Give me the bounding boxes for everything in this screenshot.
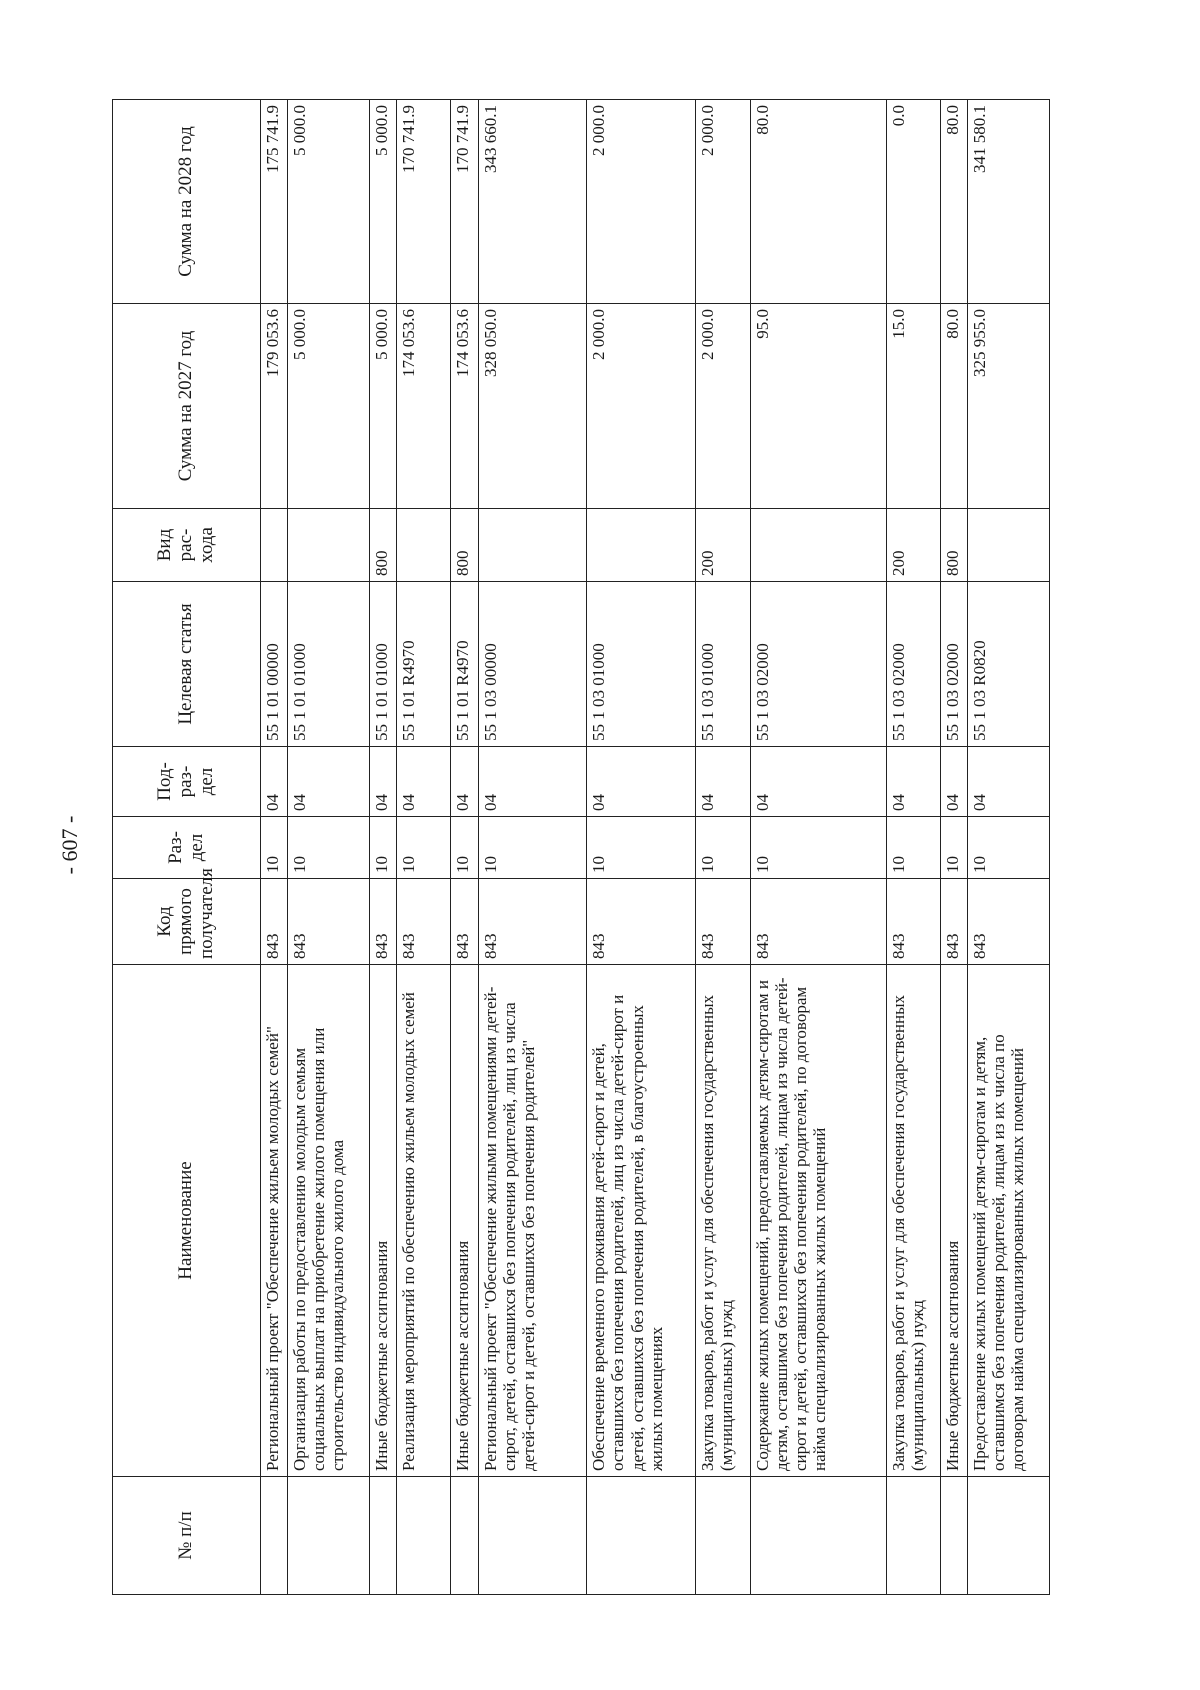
row-recipient-code: 843 <box>288 879 370 965</box>
row-expense-type <box>587 509 696 582</box>
header-target: Целевая статья <box>113 582 261 747</box>
row-sum-2028: 5 000.0 <box>369 100 396 304</box>
page-number: - 607 - <box>57 815 82 875</box>
row-sum-2027: 15.0 <box>886 304 940 509</box>
row-number <box>750 1477 886 1595</box>
row-expense-type <box>288 509 370 582</box>
row-section: 10 <box>941 817 968 879</box>
row-expense-type <box>750 509 886 582</box>
row-subsection: 04 <box>369 747 396 817</box>
row-name: Иные бюджетные ассигнования <box>369 965 396 1477</box>
row-number <box>696 1477 750 1595</box>
row-sum-2027: 325 955.0 <box>968 304 1050 509</box>
header-sum-2028: Сумма на 2028 год <box>113 100 261 304</box>
row-number <box>397 1477 451 1595</box>
row-target-article: 55 1 03 02000 <box>750 582 886 747</box>
row-recipient-code: 843 <box>968 879 1050 965</box>
header-row <box>113 100 261 1595</box>
table-row <box>886 100 940 1595</box>
row-subsection: 04 <box>397 747 451 817</box>
row-sum-2028: 175 741.9 <box>261 100 288 304</box>
row-sum-2027: 174 053.6 <box>451 304 478 509</box>
row-section: 10 <box>288 817 370 879</box>
header-subsection: Под-раз-дел <box>113 747 261 817</box>
budget-table <box>112 99 1050 1595</box>
row-recipient-code: 843 <box>261 879 288 965</box>
row-sum-2028: 170 741.9 <box>397 100 451 304</box>
row-sum-2028: 2 000.0 <box>696 100 750 304</box>
row-expense-type: 800 <box>369 509 396 582</box>
row-name: Закупка товаров, работ и услуг для обеспечения государственных (муниципальных) нужд <box>886 965 940 1477</box>
row-section: 10 <box>451 817 478 879</box>
row-number <box>288 1477 370 1595</box>
row-recipient-code: 843 <box>941 879 968 965</box>
header-section: Раз-дел <box>113 817 261 879</box>
budget-table-sheet <box>112 100 1050 1595</box>
row-expense-type <box>968 509 1050 582</box>
row-name: Иные бюджетные ассигнования <box>451 965 478 1477</box>
row-name: Региональный проект "Обеспечение жилыми помещениями детей-сирот, детей, оставшихся без попечения родителей, лиц из числа детей-сирот и детей, оставшихся без попечения родителей" <box>478 965 587 1477</box>
row-name: Иные бюджетные ассигнования <box>941 965 968 1477</box>
row-subsection: 04 <box>478 747 587 817</box>
table-row <box>750 100 886 1595</box>
row-subsection: 04 <box>750 747 886 817</box>
row-sum-2027: 80.0 <box>941 304 968 509</box>
row-target-article: 55 1 03 R0820 <box>968 582 1050 747</box>
table-row <box>288 100 370 1595</box>
row-sum-2027: 5 000.0 <box>369 304 396 509</box>
row-section: 10 <box>397 817 451 879</box>
row-target-article: 55 1 01 R4970 <box>397 582 451 747</box>
row-name: Содержание жилых помещений, предоставляемых детям-сиротам и детям, оставшимся без попечения родителей, лицам из числа детей-сирот и детей, оставшихся без попечения родителей, по договорам найма специализированных жилых помещений <box>750 965 886 1477</box>
row-section: 10 <box>696 817 750 879</box>
row-expense-type: 800 <box>451 509 478 582</box>
table-body <box>261 100 1050 1595</box>
row-section: 10 <box>478 817 587 879</box>
row-target-article: 55 1 03 02000 <box>941 582 968 747</box>
row-number <box>587 1477 696 1595</box>
row-sum-2028: 80.0 <box>941 100 968 304</box>
table-row <box>968 100 1050 1595</box>
row-name: Предоставление жилых помещений детям-сиротам и детям, оставшимся без попечения родителей, лицам из их числа по договорам найма специализированных жилых помещений <box>968 965 1050 1477</box>
row-section: 10 <box>261 817 288 879</box>
row-recipient-code: 843 <box>478 879 587 965</box>
table-row <box>696 100 750 1595</box>
header-num: № п/п <box>113 1477 261 1595</box>
row-target-article: 55 1 03 00000 <box>478 582 587 747</box>
row-sum-2028: 2 000.0 <box>587 100 696 304</box>
row-number <box>478 1477 587 1595</box>
table-row <box>451 100 478 1595</box>
row-expense-type <box>397 509 451 582</box>
table-row <box>941 100 968 1595</box>
row-subsection: 04 <box>696 747 750 817</box>
table-row <box>587 100 696 1595</box>
row-recipient-code: 843 <box>369 879 396 965</box>
row-section: 10 <box>750 817 886 879</box>
row-subsection: 04 <box>288 747 370 817</box>
row-expense-type <box>261 509 288 582</box>
row-recipient-code: 843 <box>886 879 940 965</box>
row-name: Организация работы по предоставлению молодым семьям социальных выплат на приобретение жилого помещения или строительство индивидуального жилого дома <box>288 965 370 1477</box>
row-section: 10 <box>968 817 1050 879</box>
row-recipient-code: 843 <box>750 879 886 965</box>
row-target-article: 55 1 03 01000 <box>587 582 696 747</box>
row-name: Реализация мероприятий по обеспечению жильем молодых семей <box>397 965 451 1477</box>
row-subsection: 04 <box>451 747 478 817</box>
row-name: Обеспечение временного проживания детей-сирот и детей, оставшихся без попечения родителей, лиц из числа детей-сирот и детей, оставшихся без попечения родителей, в благоустроенных жилых помещениях <box>587 965 696 1477</box>
row-sum-2027: 95.0 <box>750 304 886 509</box>
row-section: 10 <box>587 817 696 879</box>
row-section: 10 <box>369 817 396 879</box>
header-recipient: Код прямого получателя <box>113 879 261 965</box>
row-target-article: 55 1 03 02000 <box>886 582 940 747</box>
row-name: Региональный проект "Обеспечение жильем молодых семей" <box>261 965 288 1477</box>
row-number <box>886 1477 940 1595</box>
header-expense: Вид рас-хода <box>113 509 261 582</box>
row-subsection: 04 <box>886 747 940 817</box>
row-expense-type: 200 <box>886 509 940 582</box>
row-sum-2027: 328 050.0 <box>478 304 587 509</box>
row-sum-2027: 174 053.6 <box>397 304 451 509</box>
row-sum-2027: 5 000.0 <box>288 304 370 509</box>
row-section: 10 <box>886 817 940 879</box>
row-subsection: 04 <box>941 747 968 817</box>
row-sum-2028: 80.0 <box>750 100 886 304</box>
header-sum-2027: Сумма на 2027 год <box>113 304 261 509</box>
row-sum-2028: 341 580.1 <box>968 100 1050 304</box>
row-subsection: 04 <box>587 747 696 817</box>
row-number <box>369 1477 396 1595</box>
row-sum-2028: 343 660.1 <box>478 100 587 304</box>
row-recipient-code: 843 <box>696 879 750 965</box>
row-recipient-code: 843 <box>397 879 451 965</box>
row-sum-2027: 179 053.6 <box>261 304 288 509</box>
row-number <box>968 1477 1050 1595</box>
row-sum-2028: 0.0 <box>886 100 940 304</box>
row-number <box>941 1477 968 1595</box>
row-target-article: 55 1 03 01000 <box>696 582 750 747</box>
row-subsection: 04 <box>261 747 288 817</box>
row-target-article: 55 1 01 01000 <box>288 582 370 747</box>
header-name: Наименование <box>113 965 261 1477</box>
table-row <box>369 100 396 1595</box>
row-target-article: 55 1 01 00000 <box>261 582 288 747</box>
row-recipient-code: 843 <box>587 879 696 965</box>
row-expense-type: 800 <box>941 509 968 582</box>
row-sum-2027: 2 000.0 <box>587 304 696 509</box>
row-subsection: 04 <box>968 747 1050 817</box>
row-recipient-code: 843 <box>451 879 478 965</box>
row-number <box>261 1477 288 1595</box>
row-sum-2028: 170 741.9 <box>451 100 478 304</box>
row-target-article: 55 1 01 R4970 <box>451 582 478 747</box>
table-row <box>397 100 451 1595</box>
row-expense-type: 200 <box>696 509 750 582</box>
table-row <box>261 100 288 1595</box>
row-expense-type <box>478 509 587 582</box>
row-number <box>451 1477 478 1595</box>
row-sum-2028: 5 000.0 <box>288 100 370 304</box>
row-name: Закупка товаров, работ и услуг для обеспечения государственных (муниципальных) нужд <box>696 965 750 1477</box>
row-target-article: 55 1 01 01000 <box>369 582 396 747</box>
row-sum-2027: 2 000.0 <box>696 304 750 509</box>
table-row <box>478 100 587 1595</box>
